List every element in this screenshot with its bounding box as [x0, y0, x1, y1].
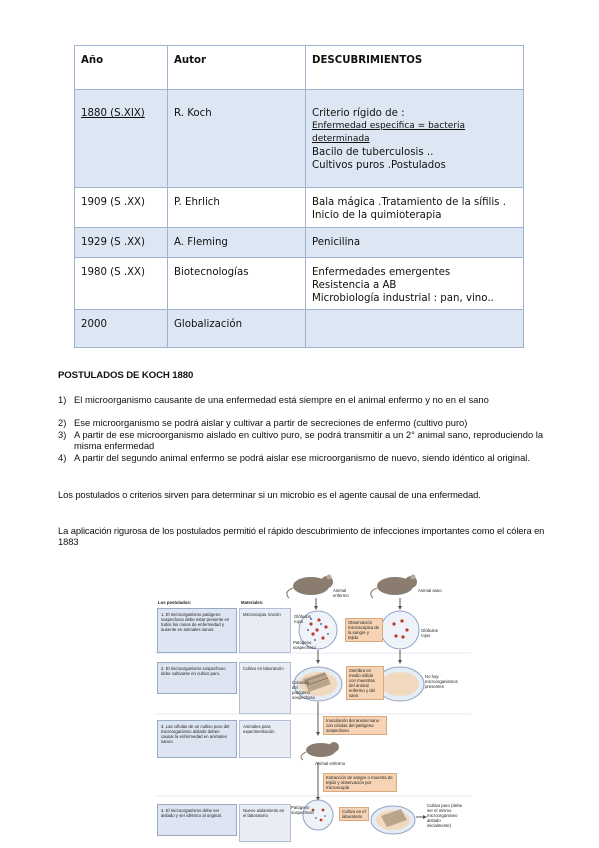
material-box	[239, 804, 291, 842]
cell-year: 1909 (S .XX)	[75, 188, 168, 228]
header-discoveries: DESCUBRIMIENTOS	[306, 46, 524, 90]
cell-discovery	[306, 188, 524, 228]
figure-col-postulados: Los postulados:	[158, 600, 192, 605]
cell-discovery	[306, 310, 524, 348]
label-animal-sano: Animal sano	[418, 588, 442, 593]
item-text: El microorganismo causante de una enfermedad está siempre en el animal enfermo y no en el sano	[74, 394, 489, 405]
cell-author: P. Ehrlich	[168, 188, 306, 228]
label-observacion: Observación microscópica de la sangre y tejido	[345, 618, 383, 642]
discoveries-table	[74, 45, 524, 348]
label-animal-enfermo-2: Animal enfermo	[315, 761, 346, 766]
cell-year: 1980 (S .XX)	[75, 258, 168, 310]
discovery-line: Enfermedad especifica = bacteria determinada	[312, 121, 466, 144]
paragraph-criterios: Los postulados o criterios sirven para determinar si un microbio es el agente causal de una enfermedad.	[58, 489, 481, 500]
label-patogeno-sospechoso-2: Patógeno sospechoso	[291, 805, 314, 815]
table-row	[75, 90, 524, 188]
material-text: Cultivo en laboratorio	[243, 666, 284, 671]
cell-author: A. Fleming	[168, 228, 306, 258]
cell-author: Globalización	[168, 310, 306, 348]
step-box	[157, 720, 237, 758]
discovery-line: Cultivos puros .Postulados	[312, 160, 446, 171]
material-box	[239, 608, 291, 653]
healthy-mouse-illustration	[371, 575, 417, 599]
cell-author: Biotecnologías	[168, 258, 306, 310]
cell-discovery	[306, 258, 524, 310]
item-text: A partir del segundo animal enfermo se podrá aislar ese microorganismo de nuevo, siendo idéntico al original.	[74, 452, 530, 463]
table-row	[75, 258, 524, 310]
discovery-line: Bacilo de tuberculosis ..	[312, 147, 434, 158]
sick-mouse-illustration	[287, 575, 333, 599]
table-row	[75, 188, 524, 228]
table-row	[75, 310, 524, 348]
header-author: Autor	[168, 46, 306, 90]
discovery-line: Criterio rígido de :	[312, 108, 405, 119]
label-inoculacion: Inoculación del animal sano con células del patógeno sospechoso	[323, 716, 387, 735]
paragraph-aplicacion: La aplicación rigurosa de los postulados permitió el rápido descubrimiento de infecciones importantes como el cólera en 1883	[58, 525, 545, 548]
material-box	[239, 720, 291, 758]
label-colonias: Colonias del patógeno sospechoso	[292, 680, 315, 700]
material-box	[239, 662, 291, 714]
postulados-title: POSTULADOS DE KOCH 1880	[58, 370, 194, 381]
label-cultivo-lab: Cultivo en el laboratorio	[339, 807, 369, 821]
label-globulos-rojos-2: Glóbulos rojos	[421, 628, 438, 638]
item-number: 1)	[58, 394, 67, 405]
item-number: 2)	[58, 417, 67, 428]
discovery-line: Bala mágica .Tratamiento de la sífilis .	[312, 197, 506, 208]
discovery-line: Enfermedades emergentes	[312, 267, 451, 278]
step-text: 1. El microorganismo patógeno sospechoso debe estar presente en todos los casos de enfermedad y ausente en animales sanos.	[161, 612, 230, 632]
label-patogeno-sospechoso: Patógeno sospechoso	[293, 640, 316, 650]
postulado-item	[58, 452, 548, 463]
cell-discovery	[306, 90, 524, 188]
postulado-item	[58, 394, 548, 405]
step-box	[157, 662, 237, 694]
discovery-line: Microbiología industrial : pan, vino..	[312, 293, 494, 304]
figure-col-materiales: Materiales:	[241, 600, 264, 605]
koch-postulates-figure	[153, 574, 473, 844]
material-text: Nuevo aislamiento en el laboratorio	[243, 808, 285, 818]
discovery-line: Inicio de la quimioterapia	[312, 210, 442, 221]
label-animal-enfermo: Animal enfermo	[333, 588, 349, 598]
label-no-hay: No hay microorganismos presentes	[425, 674, 458, 689]
step-text: 2. El microorganismo sospechoso debe cultivarse en cultivo puro.	[161, 666, 226, 676]
postulado-item	[58, 429, 548, 452]
header-year: Año	[75, 46, 168, 90]
material-text: Microscopia, tinción	[243, 612, 281, 617]
item-text: A partir de ese microorganismo aislado en cultivo puro, se podrá transmitir a un 2° animal sano, reproduciendo la misma enfermedad	[74, 429, 544, 452]
year-text: 1880 (S.XIX)	[81, 108, 145, 119]
cell-year	[75, 90, 168, 188]
item-text: Ese microorganismo se podrá aislar y cultivar a partir de secreciones de enfermo (cultivo puro)	[74, 417, 468, 428]
step-text: 3. Las células de un cultivo puro del microorganismo aislado deben causar la enfermedad en animales sanos.	[161, 724, 230, 744]
cell-year: 2000	[75, 310, 168, 348]
label-cultivo-puro: Cultivo puro (debe ser el mismo microorganismo aislado inicialmente)	[427, 803, 463, 828]
table-row	[75, 228, 524, 258]
label-globulos-rojos: Glóbulos rojos	[294, 614, 311, 624]
material-text: Animales para experimentación	[243, 724, 275, 734]
step-text: 4. El microorganismo debe ser aislado y ser idéntico al original.	[161, 808, 222, 818]
table-header-row	[75, 46, 524, 90]
item-number: 3)	[58, 429, 67, 440]
label-siembra: Siembra en medio sólido con muestras del animal enfermo y del sano	[346, 666, 384, 700]
label-extraccion: Extracción de sangre o muestra de tejido y observación por microscopía	[323, 773, 397, 792]
step-box	[157, 608, 237, 653]
step-box	[157, 804, 237, 836]
discovery-line: Resistencia a AB	[312, 280, 397, 291]
cell-year: 1929 (S .XX)	[75, 228, 168, 258]
cell-discovery: Penicilina	[306, 228, 524, 258]
item-number: 4)	[58, 452, 67, 463]
cell-author: R. Koch	[168, 90, 306, 188]
postulado-item	[58, 417, 548, 428]
